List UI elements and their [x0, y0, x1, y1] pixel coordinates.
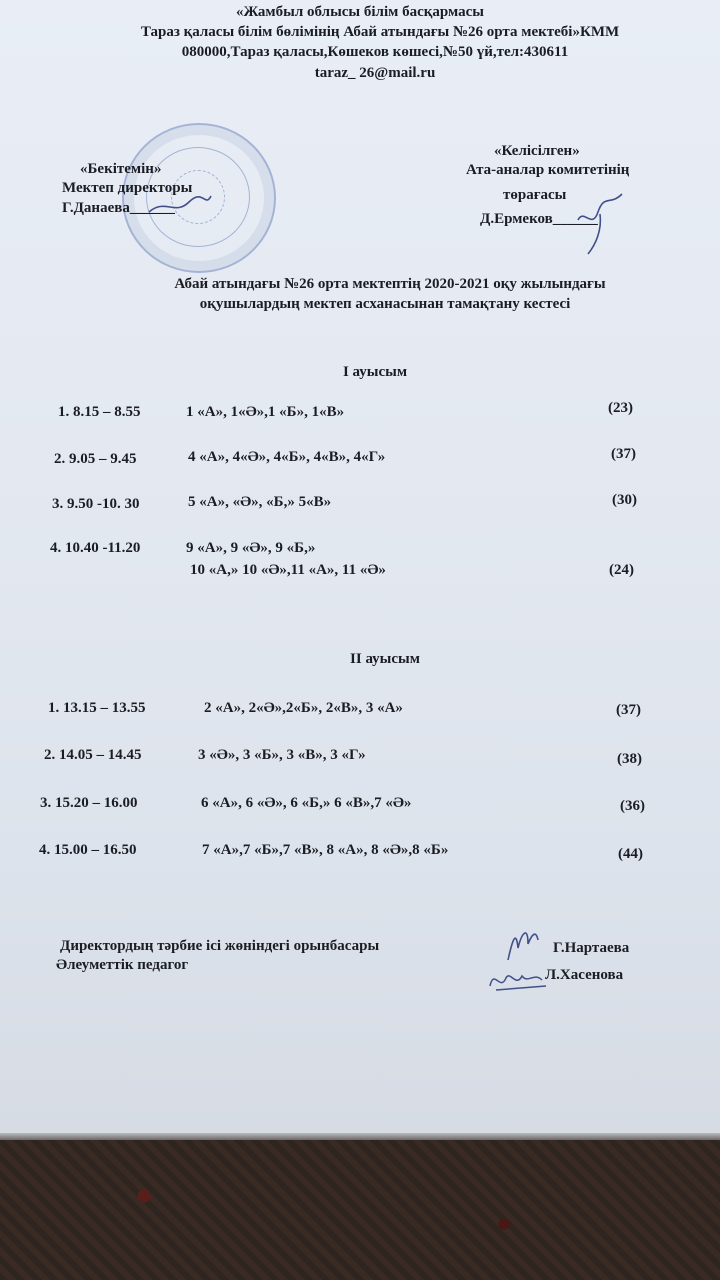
shift-2-row-1-classes: 2 «А», 2«Ә»,2«Б», 2«В», 3 «А» — [204, 700, 403, 716]
footer-name-2: Л.Хасенова — [545, 967, 624, 983]
shift-1-row-2-time: 2. 9.05 – 9.45 — [54, 451, 137, 467]
header-line-3: 080000,Тараз қаласы,Көшеков көшесі,№50 үй,тел:430611 — [181, 44, 569, 60]
document-title-line-1: Абай атындағы №26 орта мектептің 2020-2021 оқу жылындағы — [174, 276, 606, 292]
approve-role: Мектеп директоры — [62, 180, 193, 196]
shift-2-row-2-count: (38) — [617, 751, 642, 767]
shift-2-row-2-classes: 3 «Ә», 3 «Б», 3 «В», 3 «Г» — [198, 747, 366, 763]
shift-1-row-4-time: 4. 10.40 -11.20 — [50, 540, 141, 556]
agreed-role: Ата-аналар комитетінің — [466, 162, 630, 178]
footer-role-1: Директордың тәрбие ісі жөніндегі орынбасары — [60, 938, 380, 954]
shift-2-row-3-count: (36) — [620, 798, 645, 814]
shift-1-row-4-classes-2: 10 «А,» 10 «Ә»,11 «А», 11 «Ә» — [190, 562, 386, 578]
agreed-name: Д.Ермеков______ — [480, 211, 598, 227]
shift-1-row-2-classes: 4 «А», 4«Ә», 4«Б», 4«В», 4«Г» — [188, 449, 386, 465]
social-pedagogue-signature — [486, 962, 550, 998]
agreed-label: «Келісілген» — [494, 143, 580, 159]
shift-1-row-1-classes: 1 «А», 1«Ә»,1 «Б», 1«В» — [186, 404, 345, 420]
shift-2-heading: II ауысым — [350, 651, 420, 667]
approve-name: Г.Данаева______ — [62, 200, 175, 216]
shift-1-row-3-count: (30) — [612, 492, 637, 508]
shift-1-row-1-count: (23) — [608, 400, 633, 416]
shift-2-row-3-time: 3. 15.20 – 16.00 — [40, 795, 138, 811]
shift-2-row-4-classes: 7 «А»,7 «Б»,7 «В», 8 «А», 8 «Ә»,8 «Б» — [202, 842, 449, 858]
shift-1-heading: I ауысым — [342, 364, 408, 380]
shift-2-row-4-count: (44) — [618, 846, 643, 862]
carpet-background — [0, 1140, 720, 1280]
director-signature — [145, 190, 215, 220]
document-title-line-2: оқушылардың мектеп асханасынан тамақтану кестесі — [199, 296, 571, 312]
header-line-2: Тараз қаласы білім бөлімінің Абай атындағы №26 орта мектебі»КММ — [140, 24, 620, 40]
shift-2-row-1-time: 1. 13.15 – 13.55 — [48, 700, 146, 716]
deputy-director-signature — [502, 922, 542, 966]
shift-1-row-4-classes: 9 «А», 9 «Ә», 9 «Б,» — [186, 540, 316, 556]
agreed-role-2: төрағасы — [503, 187, 567, 203]
approve-label: «Бекітемін» — [80, 161, 162, 177]
shift-1-row-3-classes: 5 «А», «Ә», «Б,» 5«В» — [188, 494, 332, 510]
shift-2-row-3-classes: 6 «А», 6 «Ә», 6 «Б,» 6 «В»,7 «Ә» — [201, 795, 412, 811]
footer-role-2: Әлеуметтік педагог — [56, 957, 189, 973]
shift-1-row-4-count: (24) — [609, 562, 634, 578]
header-line-4: taraz_ 26@mail.ru — [314, 65, 436, 81]
shift-2-row-1-count: (37) — [616, 702, 641, 718]
committee-chair-signature — [570, 190, 630, 260]
shift-1-row-2-count: (37) — [611, 446, 636, 462]
shift-1-row-1-time: 1. 8.15 – 8.55 — [58, 404, 141, 420]
shift-1-row-3-time: 3. 9.50 -10. 30 — [52, 496, 140, 512]
shift-2-row-4-time: 4. 15.00 – 16.50 — [39, 842, 137, 858]
shift-2-row-2-time: 2. 14.05 – 14.45 — [44, 747, 142, 763]
footer-name-1: Г.Нартаева — [553, 940, 630, 956]
header-line-1: «Жамбыл облысы білім басқармасы — [235, 4, 485, 20]
